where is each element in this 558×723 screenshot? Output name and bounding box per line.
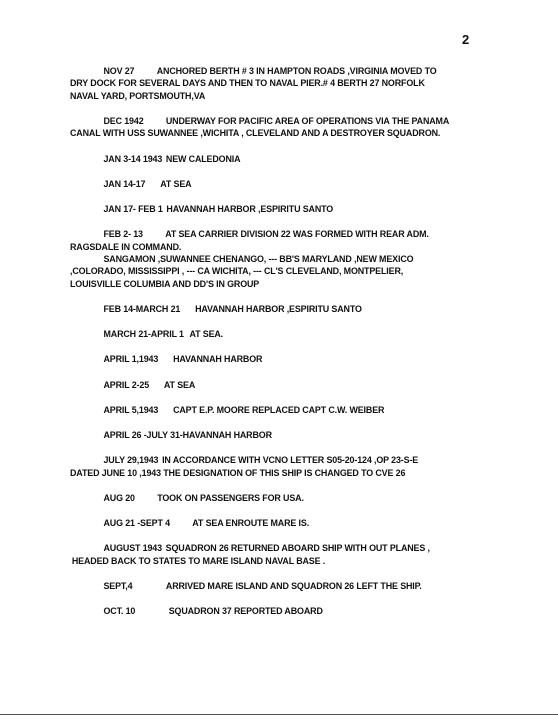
entry-text: NEW CALEDONIA — [165, 153, 241, 165]
entry-line: SANGAMON ,SUWANNEE CHENANGO, --- BB'S MARYLAND ,NEW MEXICO — [103, 254, 414, 266]
log-entry — [70, 154, 507, 166]
log-entry — [70, 543, 507, 568]
log-entry — [70, 405, 507, 417]
entry-text: UNDERWAY FOR PACIFIC AREA OF OPERATIONS VIA THE PANAMA — [165, 116, 450, 128]
entry-date: FEB 2- 13 — [103, 229, 143, 241]
log-entry — [70, 304, 507, 316]
entry-text: SQUADRON 37 REPORTED ABOARD — [168, 606, 323, 618]
page-bottom-edge — [0, 714, 558, 715]
entry-date: OCT. 10 — [103, 606, 136, 618]
entry-date: NOV 27 — [103, 66, 135, 77]
entry-line: RAGSDALE IN COMMAND. — [70, 241, 182, 253]
entry-text: ANCHORED BERTH # 3 IN HAMPTON ROADS ,VIRGINIA MOVED TO — [156, 66, 437, 77]
entry-line — [70, 493, 507, 505]
entry-date: DEC 1942 — [103, 116, 144, 128]
entry-line: HEADED BACK TO STATES TO MARE ISLAND NAVAL BASE . — [71, 555, 326, 567]
entry-line — [70, 116, 507, 128]
entry-line: NAVAL YARD, PORTSMOUTH,VA — [70, 90, 206, 102]
entry-line: CANAL WITH USS SUWANNEE ,WICHITA , CLEVELAND AND A DESTROYER SQUADRON. — [70, 128, 441, 140]
entry-text: AT SEA CARRIER DIVISION 22 WAS FORMED WITH REAR ADM. — [165, 229, 429, 241]
entry-line — [70, 543, 507, 555]
entry-line — [70, 581, 507, 593]
entry-date: SEPT,4 — [103, 580, 133, 592]
ship-history-log — [70, 66, 507, 619]
entry-line — [70, 204, 507, 216]
entry-date: AUG 20 — [103, 492, 135, 504]
entry-line: LOUISVILLE COLUMBIA AND DD'S IN GROUP — [70, 278, 260, 290]
entry-line — [70, 455, 507, 467]
entry-line — [70, 154, 507, 166]
page-number: 2 — [462, 32, 470, 47]
log-entry — [70, 354, 507, 366]
entry-date: JULY 29,1943 — [103, 455, 159, 467]
entry-date: AUG 21 -SEPT 4 — [103, 518, 170, 530]
entry-date: JAN 3-14 1943 — [103, 153, 163, 165]
log-entry — [70, 204, 507, 216]
entry-date: JAN 14-17 — [103, 178, 146, 190]
log-entry — [70, 66, 507, 103]
entry-line — [70, 229, 507, 241]
log-entry — [70, 380, 507, 392]
entry-date: APRIL 5,1943 — [103, 404, 159, 416]
entry-line — [70, 329, 507, 341]
entry-text: CAPT E.P. MOORE REPLACED CAPT C.W. WEIBER — [173, 404, 385, 416]
entry-text: AT SEA — [163, 379, 196, 391]
entry-line — [70, 606, 507, 618]
entry-date: APRIL 2-25 — [103, 379, 150, 391]
entry-date: AUGUST 1943 — [103, 543, 162, 555]
log-entry — [70, 518, 507, 530]
entry-line: ,COLORADO, MISSISSIPPI , --- CA WICHITA, --- CL'S CLEVELAND, MONTPELIER, — [70, 266, 404, 278]
entry-date: JAN 17- FEB 1 — [103, 204, 163, 216]
entry-text: HAVANNAH HARBOR ,ESPIRITU SANTO — [166, 204, 334, 216]
log-entry — [70, 116, 507, 141]
log-entry — [70, 329, 507, 341]
entry-text: ARRIVED MARE ISLAND AND SQUADRON 26 LEFT THE SHIP. — [165, 580, 422, 592]
entry-line — [70, 405, 507, 417]
log-entry — [70, 254, 507, 291]
log-entry — [70, 606, 507, 618]
entry-line: DRY DOCK FOR SEVERAL DAYS AND THEN TO NAVAL PIER.# 4 BERTH 27 NORFOLK — [70, 78, 425, 90]
entry-text: AT SEA — [160, 178, 192, 190]
entry-text: AT SEA. — [189, 329, 224, 341]
log-entry — [70, 455, 507, 480]
entry-line — [70, 354, 507, 366]
log-entry — [70, 229, 507, 254]
entry-line — [70, 179, 507, 191]
entry-text: TOOK ON PASSENGERS FOR USA. — [157, 492, 304, 504]
log-entry — [70, 493, 507, 505]
entry-date: APRIL 1,1943 — [103, 354, 159, 366]
entry-text: SQUADRON 26 RETURNED ABOARD SHIP WITH OUT PLANES , — [165, 543, 430, 555]
entry-text: AT SEA ENROUTE MARE IS. — [192, 518, 310, 530]
entry-text: IN ACCORDANCE WITH VCNO LETTER S05-20-124 ,OP 23-S-E — [162, 455, 419, 467]
entry-text: HAVANNAH HARBOR ,ESPIRITU SANTO — [195, 304, 362, 316]
entry-date: MARCH 21-APRIL 1 — [103, 329, 184, 341]
entry-date: FEB 14-MARCH 21 — [103, 304, 181, 316]
entry-line: APRIL 26 -JULY 31-HAVANNAH HARBOR — [103, 430, 272, 442]
log-entry — [70, 179, 507, 191]
entry-line — [70, 304, 507, 316]
entry-line — [70, 380, 507, 392]
entry-line: DATED JUNE 10 ,1943 THE DESIGNATION OF THIS SHIP IS CHANGED TO CVE 26 — [70, 467, 406, 479]
entry-line — [70, 518, 507, 530]
log-entry — [70, 430, 507, 442]
entry-text: HAVANNAH HARBOR — [173, 354, 263, 366]
entry-line — [70, 66, 507, 78]
log-entry — [70, 581, 507, 593]
